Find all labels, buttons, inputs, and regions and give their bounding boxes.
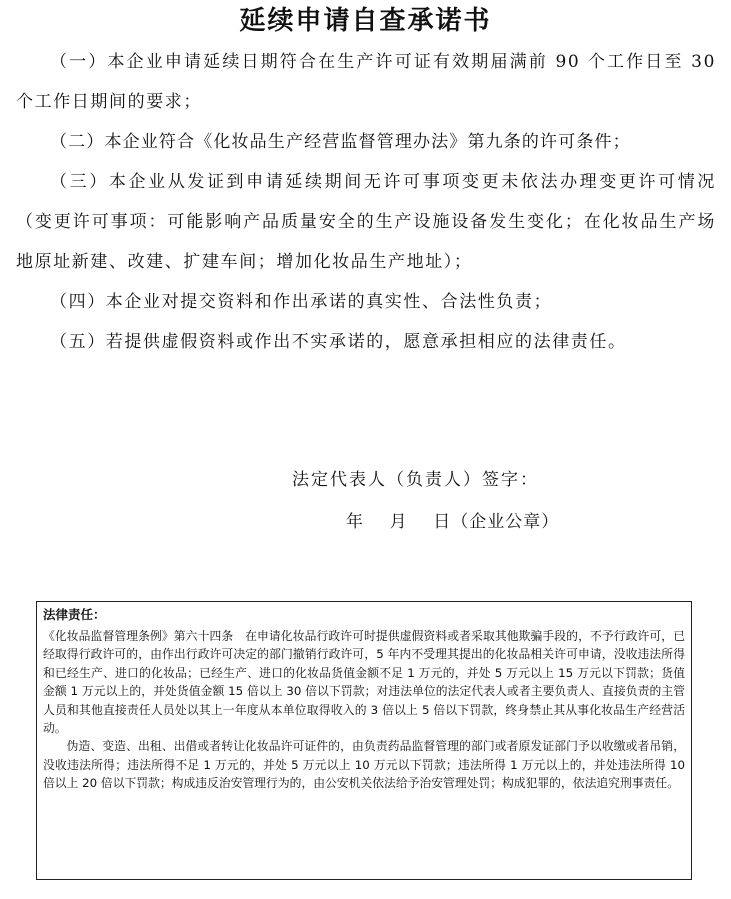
commitment-item-5: （五）若提供虚假资料或作出不实承诺的，愿意承担相应的法律责任。 [50, 332, 627, 352]
commitment-item-3: （三）本企业从发证到申请延续期间无许可事项变更未依法办理变更许可情况（变更许可事项：可能影响产品质量安全的生产设施设备发生变化；在化妆品生产场地原址新建、改建、扩建车间；增加化妆品生产地址）； [16, 172, 716, 272]
legal-liability-box [36, 601, 692, 880]
commitment-item-2: （二）本企业符合《化妆品生产经营监督管理办法》第九条的许可条件； [50, 132, 631, 152]
commitment-body [16, 42, 716, 362]
commitment-item-1: （一）本企业申请延续日期符合在生产许可证有效期届满前 90 个工作日至 30 个工作日期间的要求； [16, 52, 716, 112]
commitment-item-4: （四）本企业对提交资料和作出承诺的真实性、合法性负责； [50, 292, 553, 312]
legal-paragraph-1: 《化妆品监督管理条例》第六十四条 在申请化妆品行政许可时提供虚假资料或者采取其他欺骗手段的，不予行政许可，已经取得行政许可的，由作出行政许可决定的部门撤销行政许可，5 年内不受理其提出的化妆品相关许可申请，没收违法所得和已经生产、进口的化妆品；已经生产、进口的化妆品货值金额不足 1 万元的，并处 5 万元以上 15 万元以下罚款；货值金额 1 万元以上的，并处货值金额 15 倍以上 30 倍以下罚款；对违法单位的法定代表人或者主要负责人、直接负责的主管人员和其他直接责任人员处以其上一年度从本单位取得收入的 3 倍以上 5 倍以下罚款，终身禁止其从事化妆品生产经营活动。 [43, 629, 685, 736]
date-seal-line: 年 月 日（企业公章） [346, 512, 560, 532]
document-title: 延续申请自查承诺书 [239, 6, 492, 36]
legal-liability-heading: 法律责任： [43, 607, 106, 622]
legal-paragraph-2: 伪造、变造、出租、出借或者转让化妆品许可证件的，由负责药品监督管理的部门或者原发证部门予以收缴或者吊销，没收违法所得；违法所得不足 1 万元的，并处 5 万元以上 10 万元以下罚款；违法所得 1 万元以上的，并处违法所得 10 倍以上 20 倍以下罚款；构成违反治安管理行为的，由公安机关依法给予治安管理处罚；构成犯罪的，依法追究刑事责任。 [43, 739, 685, 791]
signature-label: 法定代表人（负责人）签字： [292, 470, 539, 490]
